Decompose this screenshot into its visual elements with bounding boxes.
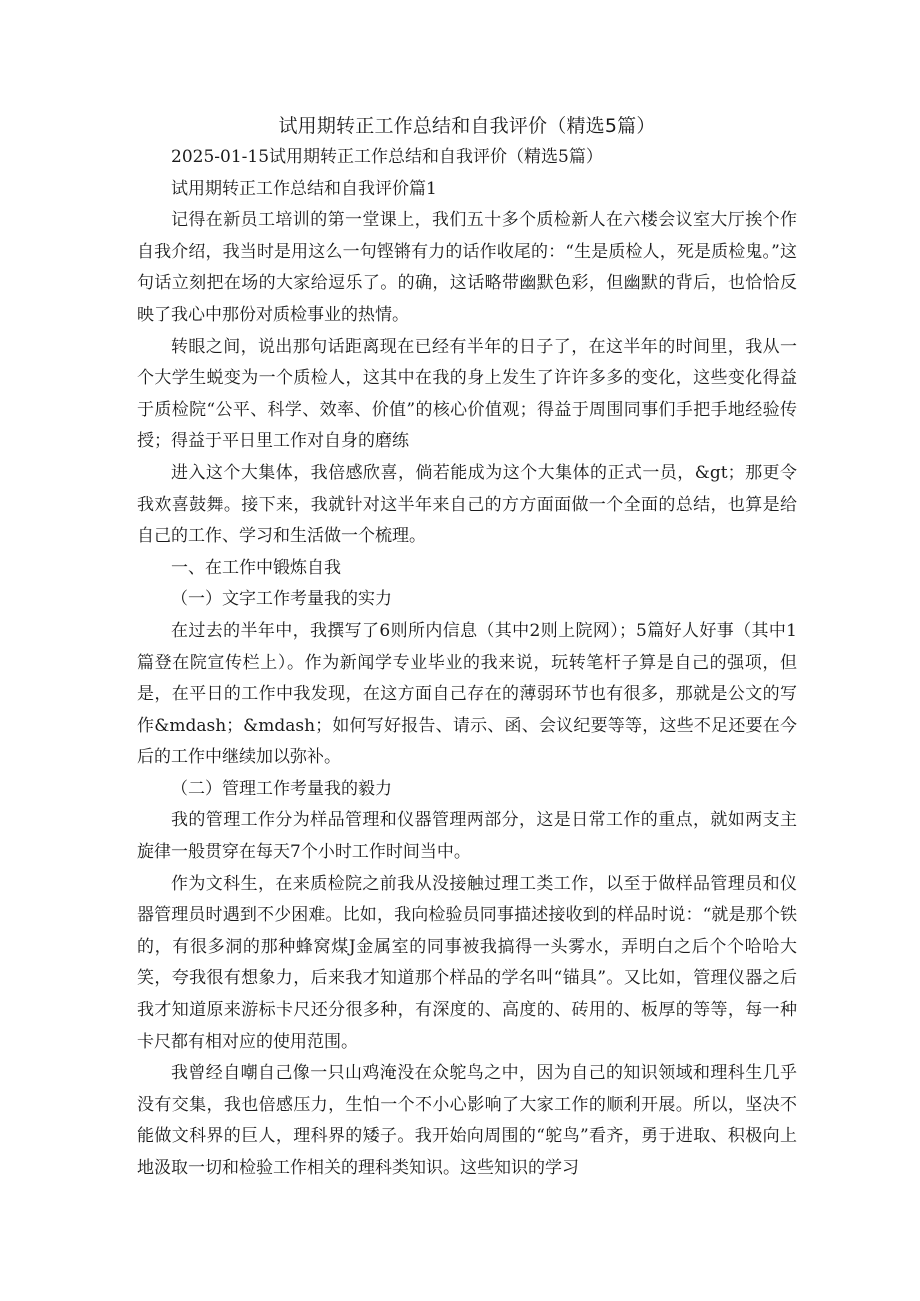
paragraph-6: 作为文科生，在来质检院之前我从没接触过理工类工作，以至于做样品管理员和仪器管理员时遇到不少困难。比如，我向检验员同事描述接收到的样品时说：“就是那个铁的，有很多洞的那种蜂窝煤J金属室的同事被我搞得一头雾水，弄明白之后个个哈哈大笑，夸我很有想象力，后来我才知道那个样品的学名叫“锚具”。又比如，管理仪器之后我才知道原来游标卡尺还分很多种，有深度的、高度的、砖用的、板厚的等等，每一种卡尺都有相对应的使用范围。	[137, 873, 797, 1052]
section-heading: 试用期转正工作总结和自我评价篇1	[171, 178, 437, 199]
paragraph-3: 进入这个大集体，我倍感欣喜，倘若能成为这个大集体的正式一员，&gt；那更令我欢喜鼓舞。接下来，我就针对这半年来自己的方方面面做一个全面的总结，也算是给自己的工作、学习和生活做一个梳理。	[137, 462, 797, 547]
subheading-writing: （一）文字工作考量我的实力	[171, 589, 392, 610]
document-date-line: 2025-01-15试用期转正工作总结和自我评价（精选5篇）	[171, 147, 603, 167]
subheading-management: （二）管理工作考量我的毅力	[171, 778, 392, 799]
document-title: 试用期转正工作总结和自我评价（精选5篇）	[278, 115, 656, 137]
document-page	[137, 112, 797, 1185]
paragraph-4: 在过去的半年中，我撰写了6则所内信息（其中2则上院网）；5篇好人好事（其中1篇登在院宣传栏上）。作为新闻学专业毕业的我来说，玩转笔杆子算是自己的强项，但是，在平日的工作中我发现，在这方面自己存在的薄弱环节也有很多，那就是公文的写作&mdash；&mdash；如何写好报告、请示、函、会议纪要等等，这些不足还要在今后的工作中继续加以弥补。	[137, 620, 797, 768]
paragraph-5: 我的管理工作分为样品管理和仪器管理两部分，这是日常工作的重点，就如两支主旋律一般贯穿在每天7个小时工作时间当中。	[137, 810, 797, 863]
paragraph-1: 记得在新员工培训的第一堂课上，我们五十多个质检新人在六楼会议室大厅挨个作自我介绍，我当时是用这么一句铿锵有力的话作收尾的：“生是质检人，死是质检鬼。”这句话立刻把在场的大家给逗乐了。的确，这话略带幽默色彩，但幽默的背后，也恰恰反映了我心中那份对质检事业的热情。	[137, 210, 797, 325]
paragraph-7: 我曾经自嘲自己像一只山鸡淹没在众鸵鸟之中，因为自己的知识领域和理科生几乎没有交集，我也倍感压力，生怕一个不小心影响了大家工作的顺利开展。所以，坚决不能做文科界的巨人，理科界的矮子。我开始向周围的“鸵鸟”看齐，勇于进取、积极向上地汲取一切和检验工作相关的理科类知识。这些知识的学习	[137, 1063, 797, 1178]
heading-work: 一、在工作中锻炼自我	[171, 557, 341, 578]
paragraph-2: 转眼之间，说出那句话距离现在已经有半年的日子了，在这半年的时间里，我从一个大学生蜕变为一个质检人，这其中在我的身上发生了许许多多的变化，这些变化得益于质检院“公平、科学、效率、价值”的核心价值观；得益于周围同事们手把手地经验传授；得益于平日里工作对自身的磨练	[137, 336, 797, 452]
